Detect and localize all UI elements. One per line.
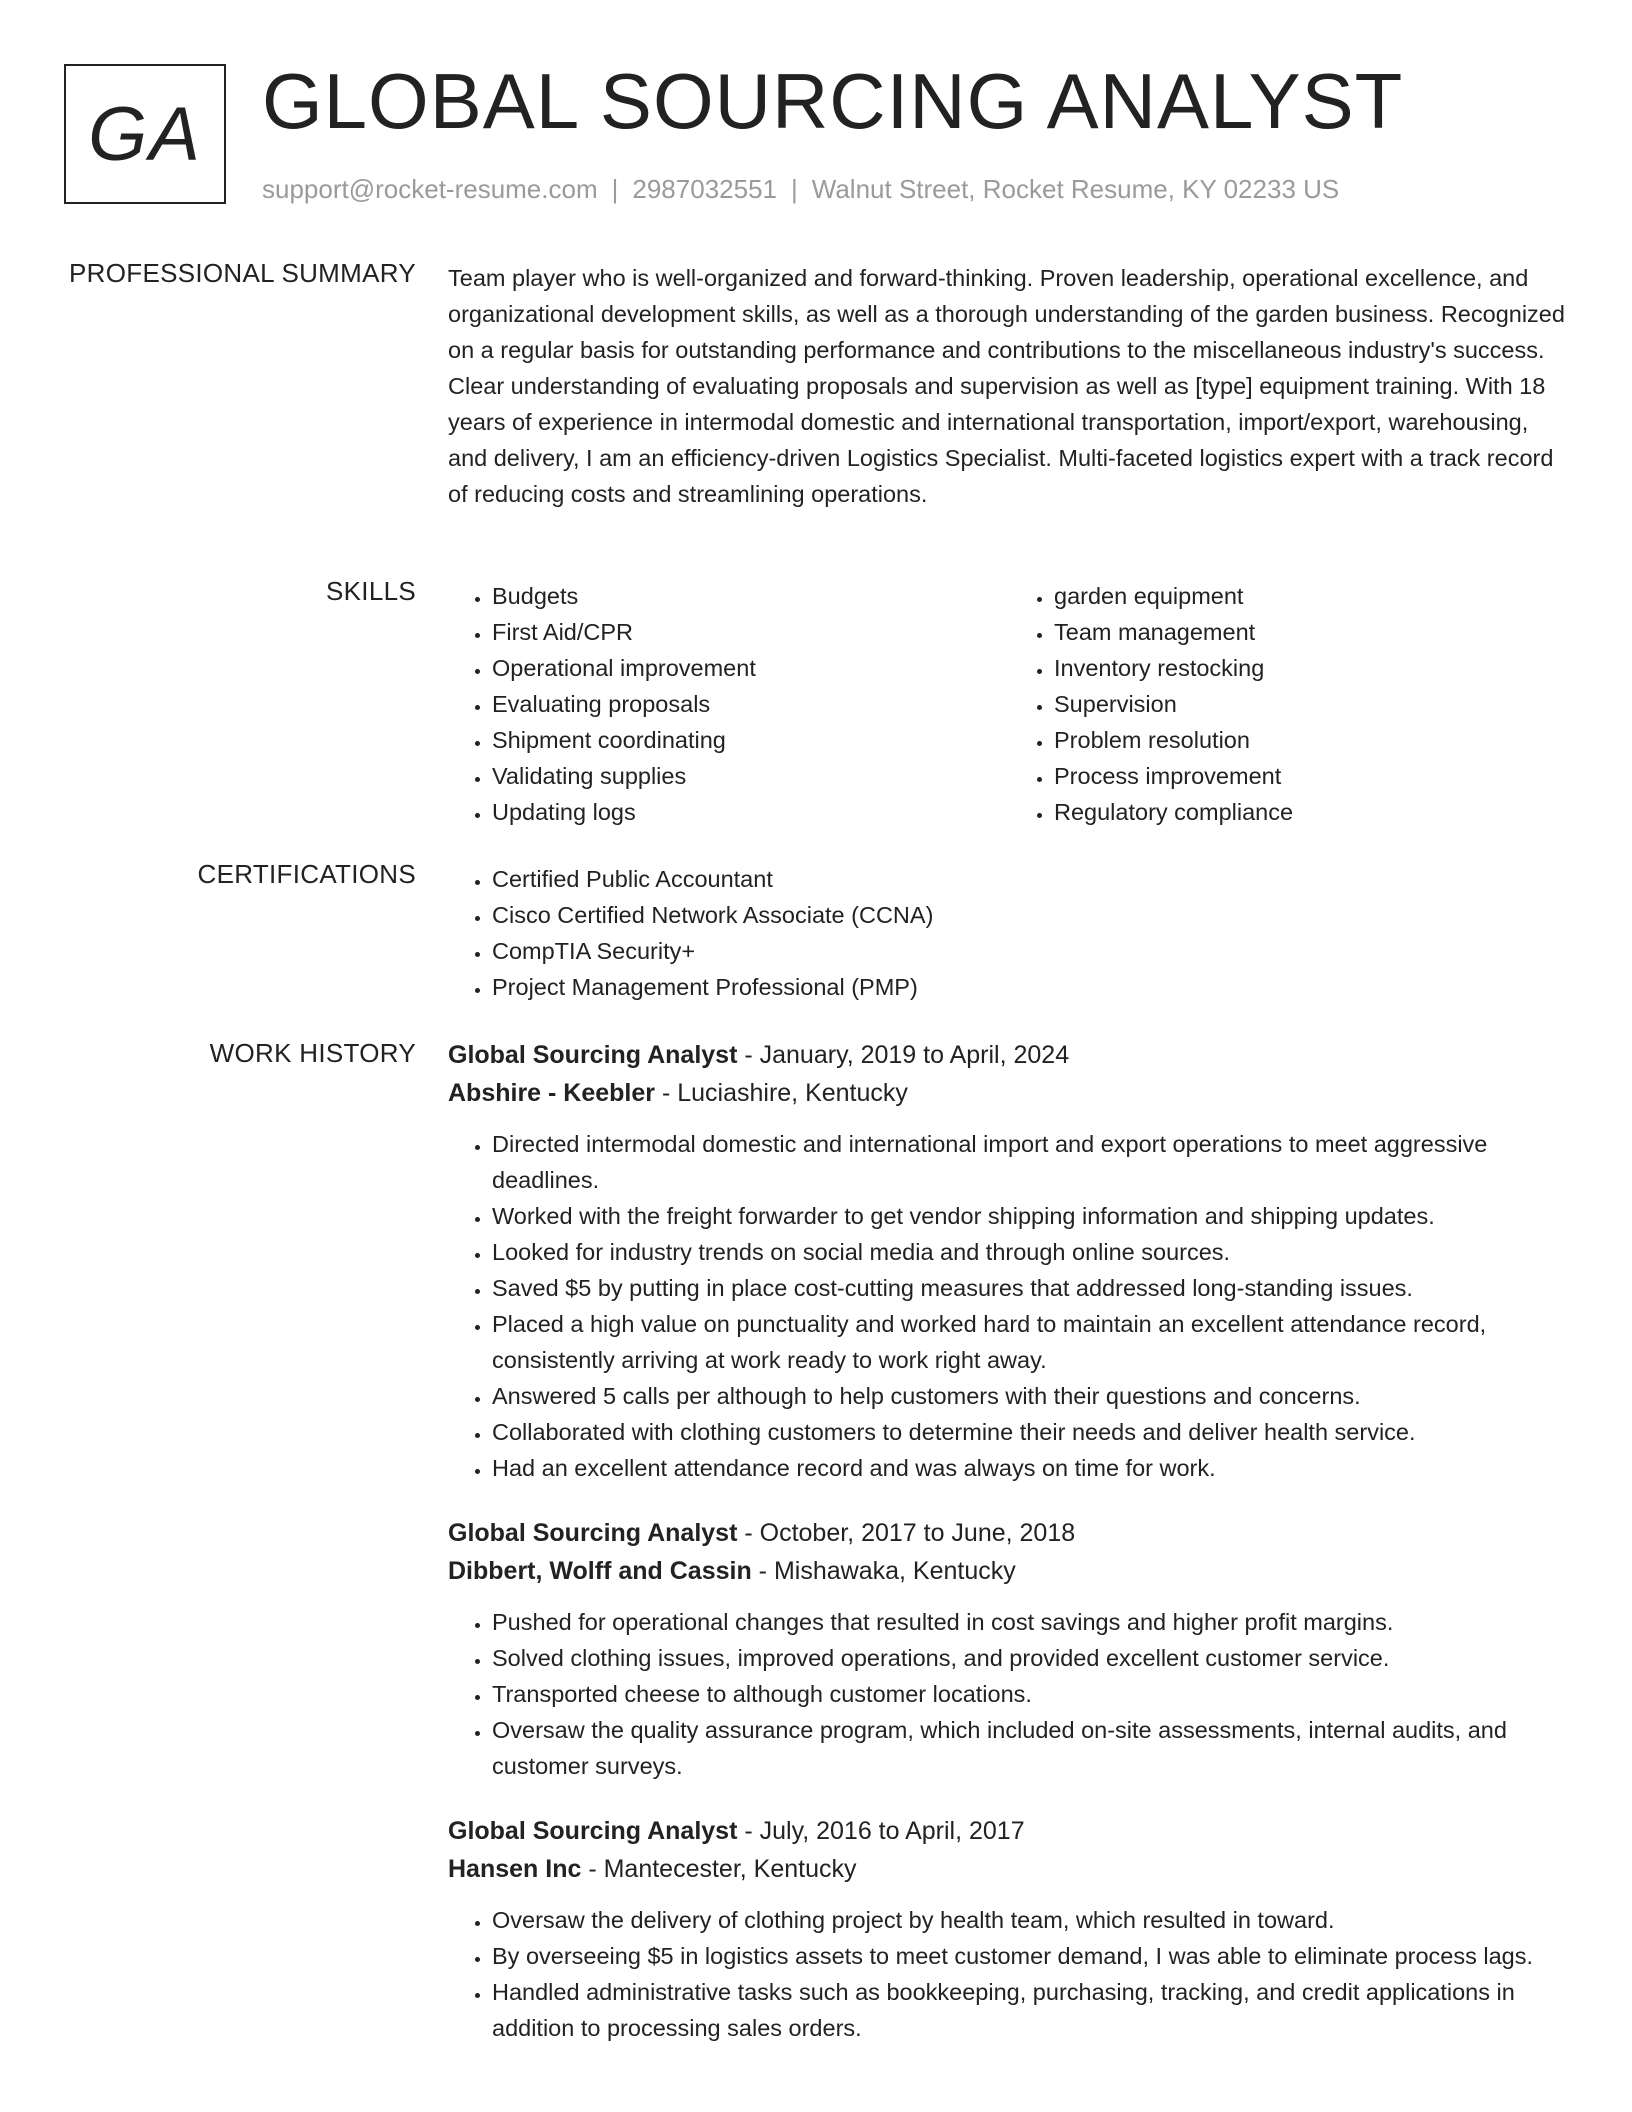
job-title-line — [448, 1036, 1572, 1074]
skill-item: • Problem resolution — [1054, 722, 1572, 758]
job-company-line — [448, 1074, 1572, 1112]
skill-item: • First Aid/CPR — [492, 614, 1010, 650]
skills-list-right — [1010, 578, 1572, 830]
skills-content — [448, 578, 1572, 830]
resume-header — [64, 57, 1568, 216]
job-dates: - January, 2019 to April, 2024 — [737, 1041, 1070, 1069]
job-title: Global Sourcing Analyst — [448, 1817, 738, 1845]
job-company: Dibbert, Wolff and Cassin — [448, 1557, 752, 1585]
job-company-line — [448, 1552, 1572, 1590]
certification-item: • Certified Public Accountant — [492, 861, 1572, 897]
job-bullet: • By overseeing $5 in logistics assets to meet customer demand, I was able to eliminate process lags. — [492, 1938, 1572, 1974]
job-title-line — [448, 1812, 1572, 1850]
resume-title: GLOBAL SOURCING ANALYST — [262, 57, 1404, 145]
certification-item: • Cisco Certified Network Associate (CCNA) — [492, 897, 1572, 933]
job-bullet: • Pushed for operational changes that resulted in cost savings and higher profit margins. — [492, 1604, 1572, 1640]
skill-item: • Validating supplies — [492, 758, 1010, 794]
job-company: Hansen Inc — [448, 1855, 582, 1883]
summary-content — [448, 260, 1572, 512]
job-dates: - October, 2017 to June, 2018 — [737, 1519, 1076, 1547]
job-title: Global Sourcing Analyst — [448, 1519, 738, 1547]
job-bullet: • Solved clothing issues, improved operations, and provided excellent customer service. — [492, 1640, 1572, 1676]
job-dates: - July, 2016 to April, 2017 — [737, 1817, 1025, 1845]
contact-separator: | — [791, 174, 798, 204]
contact-phone[interactable]: 2987032551 — [632, 174, 777, 204]
skills-list-left — [448, 578, 1010, 830]
skill-item: • garden equipment — [1054, 578, 1572, 614]
skill-item: • Operational improvement — [492, 650, 1010, 686]
skill-item: • Updating logs — [492, 794, 1010, 830]
job-company: Abshire - Keebler — [448, 1079, 656, 1107]
job-bullet: • Had an excellent attendance record and was always on time for work. — [492, 1450, 1572, 1486]
job-bullet: • Collaborated with clothing customers to determine their needs and deliver health service. — [492, 1414, 1572, 1450]
skill-item: • Team management — [1054, 614, 1572, 650]
section-label-certifications: CERTIFICATIONS — [197, 859, 416, 889]
job-location: - Mishawaka, Kentucky — [751, 1557, 1016, 1585]
contact-separator: | — [611, 174, 619, 204]
job-bullet: • Placed a high value on punctuality and worked hard to maintain an excellent attendance record, consistently arriving at work ready to work right away. — [492, 1306, 1572, 1378]
section-label-skills: SKILLS — [326, 576, 416, 606]
skill-item: • Shipment coordinating — [492, 722, 1010, 758]
skill-item: • Budgets — [492, 578, 1010, 614]
certifications-content — [448, 861, 1572, 1005]
skill-item: • Inventory restocking — [1054, 650, 1572, 686]
skill-item: • Regulatory compliance — [1054, 794, 1572, 830]
section-label-work-history: WORK HISTORY — [209, 1038, 416, 1068]
monogram-logo: GA — [64, 64, 226, 204]
job-bullet: • Worked with the freight forwarder to get vendor shipping information and shipping updates. — [492, 1198, 1572, 1234]
job-location: - Mantecester, Kentucky — [581, 1855, 857, 1883]
job-title: Global Sourcing Analyst — [448, 1041, 738, 1069]
job-bullet: • Oversaw the quality assurance program, which included on-site assessments, internal audits, and customer surveys. — [492, 1712, 1572, 1784]
job-bullets — [448, 1126, 1572, 1486]
skill-item: • Supervision — [1054, 686, 1572, 722]
section-label-summary: PROFESSIONAL SUMMARY — [69, 258, 416, 288]
job-location: - Luciashire, Kentucky — [655, 1079, 908, 1107]
job-bullet: • Transported cheese to although customer locations. — [492, 1676, 1572, 1712]
job-bullet: • Answered 5 calls per although to help customers with their questions and concerns. — [492, 1378, 1572, 1414]
skill-item: • Process improvement — [1054, 758, 1572, 794]
job-bullet: • Oversaw the delivery of clothing project by health team, which resulted in toward. — [492, 1902, 1572, 1938]
job-bullet: • Saved $5 by putting in place cost-cutting measures that addressed long-standing issues. — [492, 1270, 1572, 1306]
job-title-line — [448, 1514, 1572, 1552]
job-bullet: • Directed intermodal domestic and international import and export operations to meet aggressive deadlines. — [492, 1126, 1572, 1198]
contact-address: Walnut Street, Rocket Resume, KY 02233 US — [811, 174, 1340, 204]
job-entry — [448, 1514, 1572, 1784]
job-bullet: • Looked for industry trends on social media and through online sources. — [492, 1234, 1572, 1270]
skill-item: • Evaluating proposals — [492, 686, 1010, 722]
certification-item: • CompTIA Security+ — [492, 933, 1572, 969]
job-bullets — [448, 1902, 1572, 2046]
certification-item: • Project Management Professional (PMP) — [492, 969, 1572, 1005]
job-entry — [448, 1812, 1572, 2046]
contact-line — [262, 174, 1339, 205]
summary-text: Team player who is well-organized and forward-thinking. Proven leadership, operational excellence, and organizational development skills, as well as a thorough understanding of the garden business. Recognized on a regular basis for outstanding performance and contributions to the miscellaneous industry's success. Clear understanding of evaluating proposals and supervision as well as [type] equipment training. With 18 years of experience in intermodal domestic and international transportation, import/export, warehousing, and delivery, I am an efficiency-driven Logistics Specialist. Multi-faceted logistics expert with a track record of reducing costs and streamlining operations. — [448, 265, 1565, 507]
job-company-line — [448, 1850, 1572, 1888]
job-bullet: • Handled administrative tasks such as bookkeeping, purchasing, tracking, and credit applications in addition to processing sales orders. — [492, 1974, 1572, 2046]
job-bullets — [448, 1604, 1572, 1784]
work-history-content — [448, 1036, 1572, 2074]
contact-email[interactable]: support@rocket-resume.com — [262, 174, 598, 204]
job-entry — [448, 1036, 1572, 1486]
certifications-list — [448, 861, 1572, 1005]
